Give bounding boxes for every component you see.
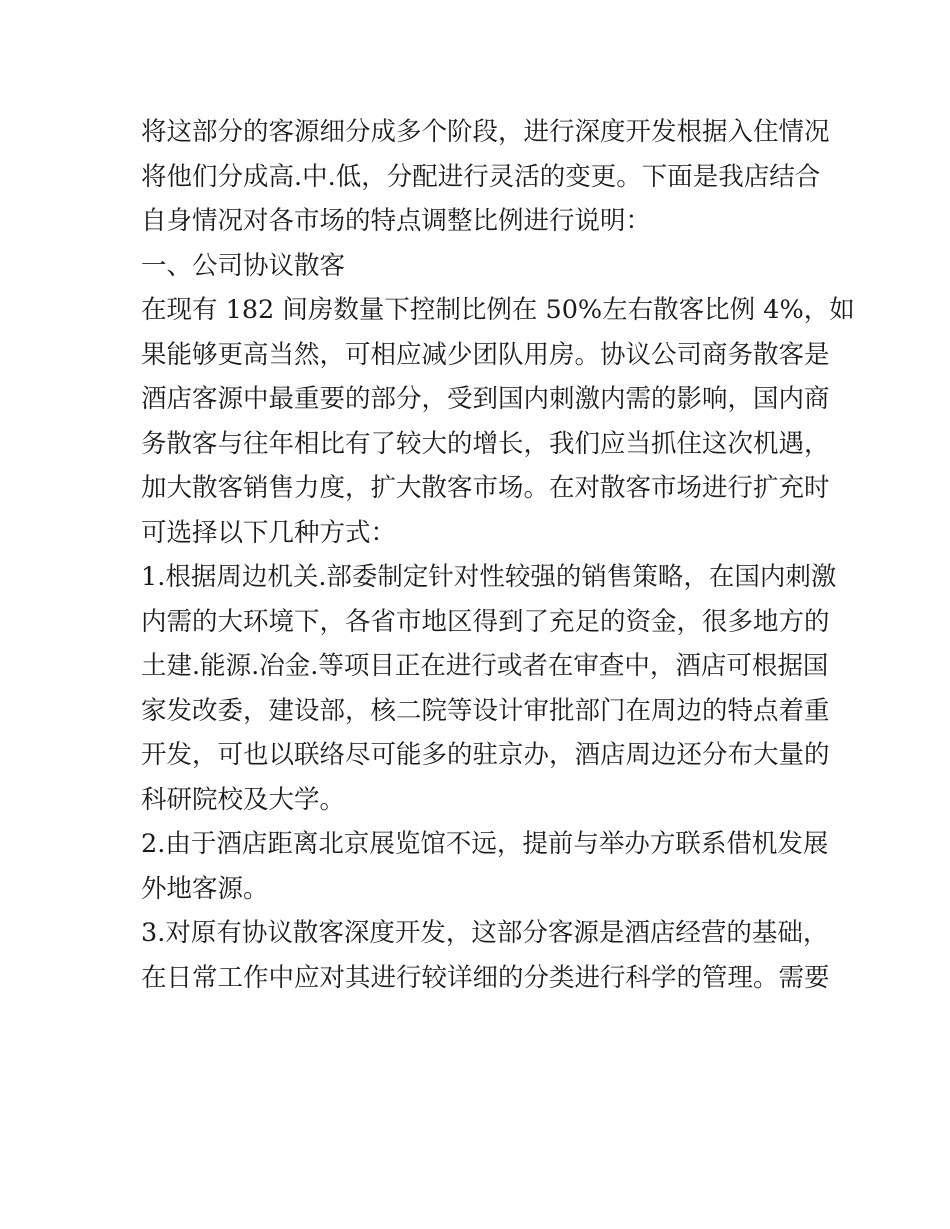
text-line: 加大散客销售力度，扩大散客市场。在对散客市场进行扩充时: [141, 473, 830, 503]
text-line: 果能够更高当然，可相应减少团队用房。协议公司商务散客是: [141, 339, 830, 370]
text-line: 开发，可也以联络尽可能多的驻京办，酒店周边还分布大量的: [141, 740, 830, 770]
list-item-2: 2.由于酒店距离北京展览馆不远，提前与举办方联系借机发展: [141, 829, 829, 859]
text-line: 家发改委，建设部，核二院等设计审批部门在周边的特点着重: [141, 695, 830, 726]
text-line: 可选择以下几种方式：: [141, 517, 397, 548]
text-line: 内需的大环境下，各省市地区得到了充足的资金，很多地方的: [141, 606, 830, 637]
section-heading: 一、公司协议散客: [141, 250, 346, 281]
text-line: 在现有 182 间房数量下控制比例在 50%左右散客比例 4%，如: [141, 295, 855, 325]
text-line: 务散客与往年相比有了较大的增长，我们应当抓住这次机遇，: [141, 428, 830, 459]
text-line: 将他们分成高.中.低，分配进行灵活的变更。下面是我店结合: [141, 161, 821, 192]
list-item-1: 1.根据周边机关.部委制定针对性较强的销售策略，在国内刺激: [141, 562, 837, 592]
text-line: 外地客源。: [141, 873, 269, 904]
list-item-3: 3.对原有协议散客深度开发，这部分客源是酒店经营的基础，: [141, 918, 829, 948]
text-line: 自身情况对各市场的特点调整比例进行说明：: [141, 206, 652, 236]
body-text: [141, 110, 855, 1000]
text-line: 科研院校及大学。: [141, 784, 346, 815]
text-line: 酒店客源中最重要的部分，受到国内刺激内需的影响，国内商: [141, 384, 830, 414]
text-line: 将这部分的客源细分成多个阶段，进行深度开发根据入住情况: [141, 117, 830, 147]
text-line: 在日常工作中应对其进行较详细的分类进行科学的管理。需要: [141, 962, 830, 993]
text-line: 土建.能源.冶金.等项目正在进行或者在审查中，酒店可根据国: [141, 651, 829, 681]
